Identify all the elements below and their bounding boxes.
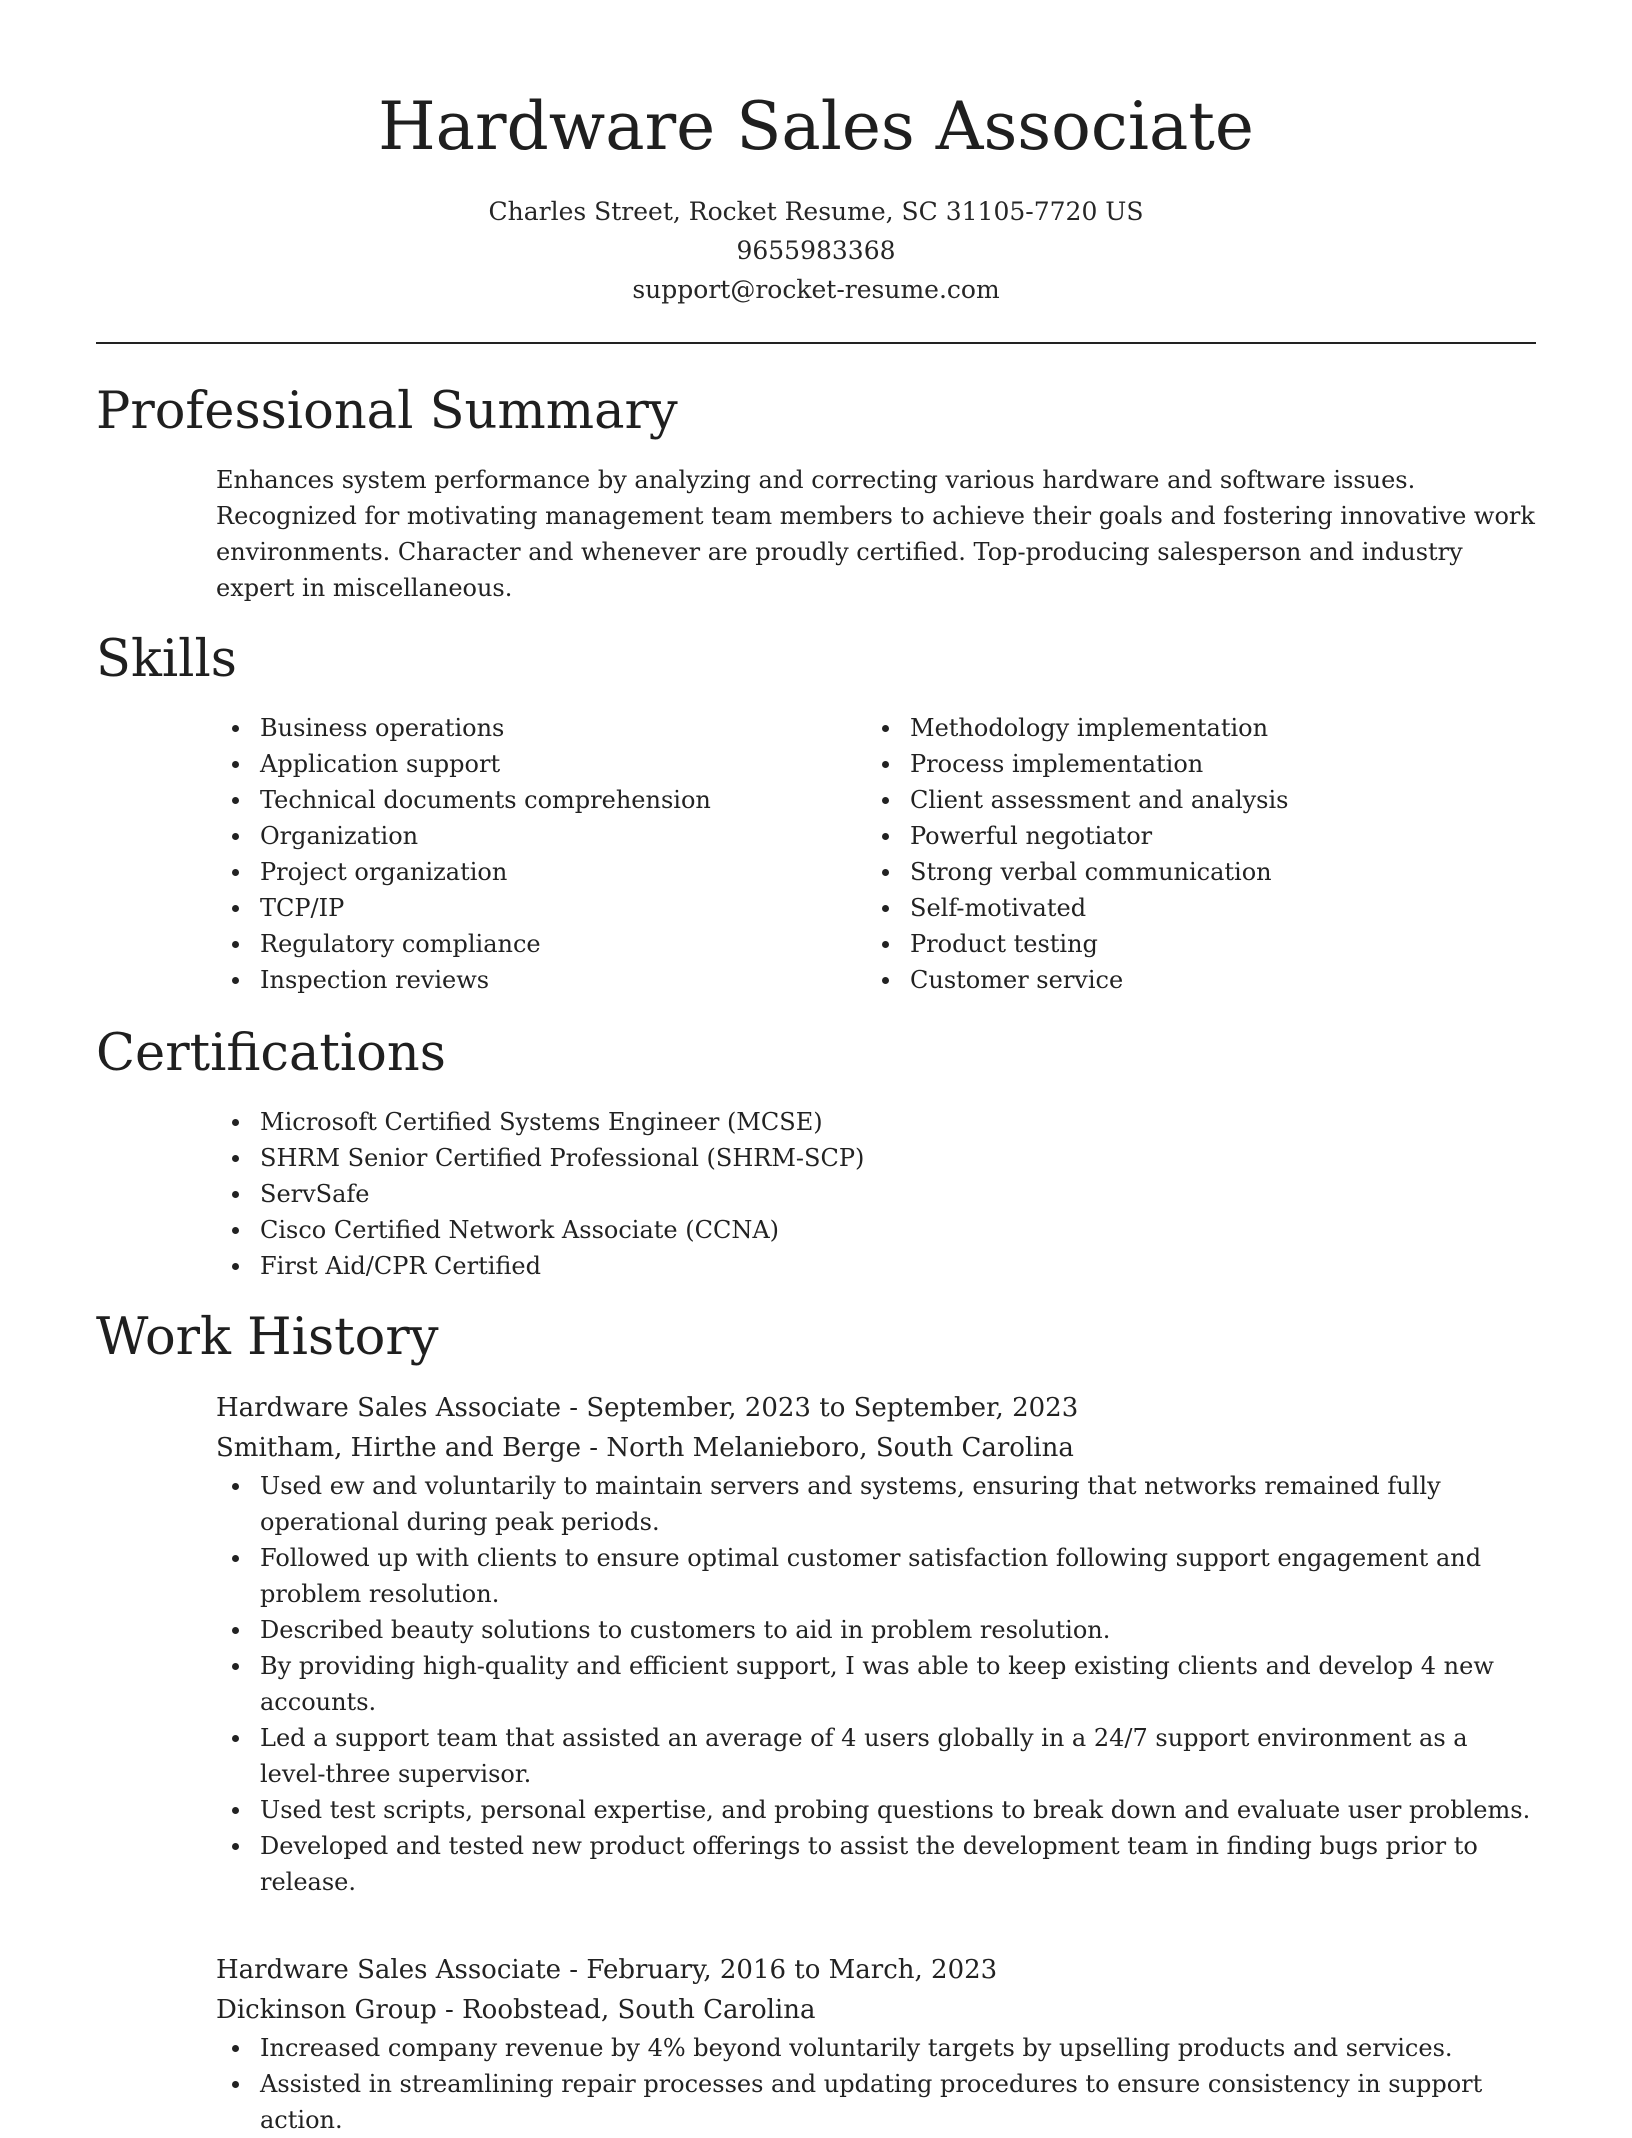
- skills-list-right: [866, 710, 1289, 998]
- list-item: Client assessment and analysis: [866, 782, 1289, 818]
- list-item: Customer service: [866, 962, 1289, 998]
- list-item: Project organization: [216, 854, 711, 890]
- resume-header: [0, 0, 1632, 309]
- job-company-line: Dickinson Group - Roobstead, South Carolina: [216, 1995, 816, 2025]
- list-item: Organization: [216, 818, 711, 854]
- job-entry: [216, 1388, 1536, 1900]
- list-item: Developed and tested new product offerings to assist the development team in finding bugs prior to release.: [216, 1828, 1536, 1900]
- job-title-line: Hardware Sales Associate - September, 2023 to September, 2023: [216, 1393, 1079, 1423]
- contact-block: [0, 192, 1632, 309]
- summary-text: Enhances system performance by analyzing and correcting various hardware and software issues. Recognized for motivating management team members to achieve their goals and fostering innovative work environments. Character and whenever are proudly certified. Top-producing salesperson and industry expert in miscellaneous.: [216, 466, 1535, 602]
- section-title-summary: Professional Summary: [96, 382, 678, 441]
- list-item: Strong verbal communication: [866, 854, 1289, 890]
- list-item: Used test scripts, personal expertise, and probing questions to break down and evaluate user problems.: [216, 1792, 1536, 1828]
- contact-phone: 9655983368: [736, 236, 896, 265]
- list-item: Used ew and voluntarily to maintain servers and systems, ensuring that networks remained fully operational during peak periods.: [216, 1468, 1536, 1540]
- list-item: Followed up with clients to ensure optimal customer satisfaction following support engagement and problem resolution.: [216, 1540, 1536, 1612]
- certifications-list: [216, 1104, 864, 1284]
- job-bullets: [216, 1468, 1536, 1900]
- list-item: Microsoft Certified Systems Engineer (MCSE): [216, 1104, 864, 1140]
- job-company-line: Smitham, Hirthe and Berge - North Melanieboro, South Carolina: [216, 1433, 1074, 1463]
- list-item: Powerful negotiator: [866, 818, 1289, 854]
- list-item: Process implementation: [866, 746, 1289, 782]
- contact-address: Charles Street, Rocket Resume, SC 31105-7720 US: [488, 197, 1144, 226]
- job-title-line: Hardware Sales Associate - February, 2016 to March, 2023: [216, 1955, 998, 1985]
- list-item: Assisted in streamlining repair processes and updating procedures to ensure consistency in support action.: [216, 2066, 1536, 2138]
- list-item: Described beauty solutions to customers to aid in problem resolution.: [216, 1612, 1536, 1648]
- list-item: Application support: [216, 746, 711, 782]
- list-item: Increased company revenue by 4% beyond voluntarily targets by upselling products and services.: [216, 2030, 1536, 2066]
- list-item: TCP/IP: [216, 890, 711, 926]
- list-item: By providing high-quality and efficient support, I was able to keep existing clients and develop 4 new accounts.: [216, 1648, 1536, 1720]
- list-item: Product testing: [866, 926, 1289, 962]
- list-item: Methodology implementation: [866, 710, 1289, 746]
- section-title-skills: Skills: [96, 630, 237, 689]
- list-item: Self-motivated: [866, 890, 1289, 926]
- list-item: Cisco Certified Network Associate (CCNA): [216, 1212, 864, 1248]
- skills-list-left: [216, 710, 711, 998]
- list-item: Led a support team that assisted an average of 4 users globally in a 24/7 support environment as a level-three supervisor.: [216, 1720, 1536, 1792]
- job-entry: [216, 1950, 1536, 2138]
- contact-email: support@rocket-resume.com: [632, 275, 1000, 304]
- list-item: Regulatory compliance: [216, 926, 711, 962]
- header-divider: [96, 342, 1536, 344]
- list-item: Business operations: [216, 710, 711, 746]
- section-title-work-history: Work History: [96, 1308, 439, 1367]
- resume-name: Hardware Sales Associate: [378, 88, 1254, 165]
- job-bullets: [216, 2030, 1536, 2138]
- list-item: Technical documents comprehension: [216, 782, 711, 818]
- list-item: SHRM Senior Certified Professional (SHRM-SCP): [216, 1140, 864, 1176]
- list-item: First Aid/CPR Certified: [216, 1248, 864, 1284]
- list-item: Inspection reviews: [216, 962, 711, 998]
- list-item: ServSafe: [216, 1176, 864, 1212]
- section-title-certifications: Certifications: [96, 1024, 446, 1083]
